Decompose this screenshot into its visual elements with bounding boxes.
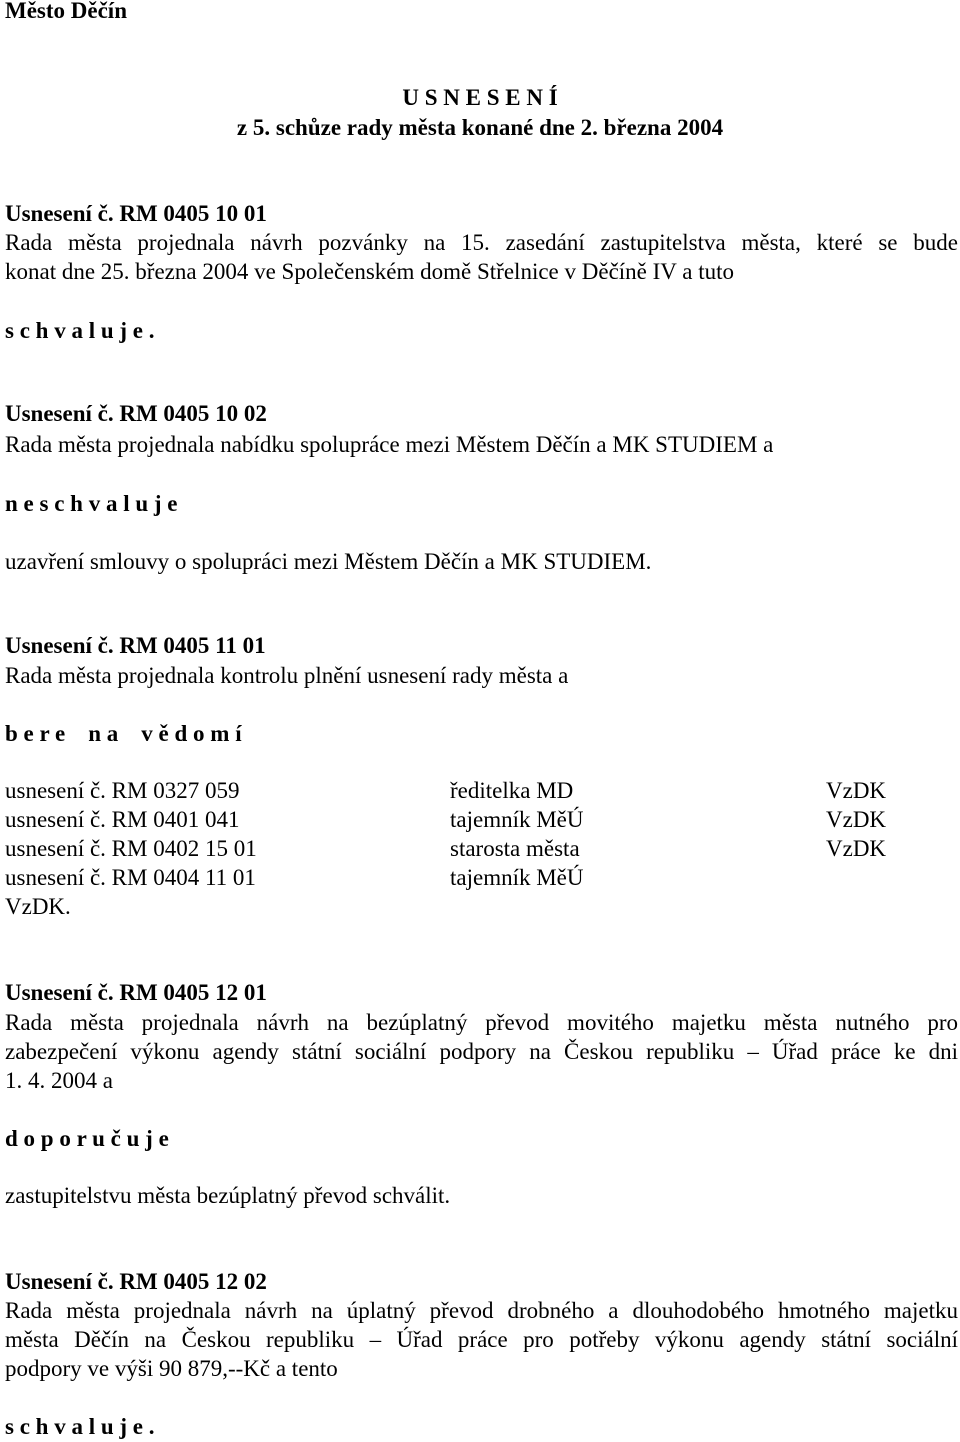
resolution-text: Rada města projednala kontrolu plnění usnesení rady města a <box>5 663 569 688</box>
resolution-text: Rada města projednala návrh na bezúplatný převod movitého majetku města nutného pro <box>5 1010 958 1035</box>
table-row <box>0 834 960 864</box>
resolution-verdict: b e r e n a v ě d o m í <box>5 721 242 746</box>
resolution-text: Rada města projednala nabídku spolupráce mezi Městem Děčín a MK STUDIEM a <box>5 432 774 457</box>
table-cell-status: VzDK <box>826 778 887 803</box>
table-cell-who: ředitelka MD <box>450 778 574 803</box>
resolution-text: konat dne 25. března 2004 ve Společenském domě Střelnice v Děčíně IV a tuto <box>5 259 734 284</box>
table-cell-ref: usnesení č. RM 0402 15 01 <box>5 836 257 861</box>
table-cell-ref: usnesení č. RM 0404 11 01 <box>5 865 256 890</box>
table-row <box>0 805 960 835</box>
page-subtitle: z 5. schůze rady města konané dne 2. března 2004 <box>236 115 724 140</box>
resolution-text: uzavření smlouvy o spolupráci mezi Městem Děčín a MK STUDIEM. <box>5 549 652 574</box>
resolution-text: Rada města projednala návrh na úplatný převod drobného a dlouhodobého hmotného majetku <box>5 1298 958 1323</box>
resolution-heading: Usnesení č. RM 0405 10 02 <box>5 401 267 426</box>
table-cell-ref: usnesení č. RM 0327 059 <box>5 778 240 803</box>
resolution-heading: Usnesení č. RM 0405 11 01 <box>5 633 266 658</box>
table-cell-who: tajemník MěÚ <box>450 865 584 890</box>
resolution-verdict: d o p o r u č u j e <box>5 1126 169 1151</box>
resolution-text: Rada města projednala návrh pozvánky na 15. zasedání zastupitelstva města, které se bude <box>5 230 958 255</box>
resolution-heading: Usnesení č. RM 0405 10 01 <box>5 201 267 226</box>
resolution-text: 1. 4. 2004 a <box>5 1068 113 1093</box>
table-row <box>0 776 960 806</box>
table-tail: VzDK. <box>5 894 71 919</box>
resolution-verdict: n e s c h v a l u j e <box>5 491 178 516</box>
page-title: U S N E S E N Í <box>402 85 558 110</box>
table-cell-status: VzDK <box>826 807 887 832</box>
resolution-text: zabezpečení výkonu agendy státní sociální podpory na Českou republiku – Úřad práce ke dni <box>5 1039 958 1064</box>
table-cell-status: VzDK <box>826 836 887 861</box>
table-cell-ref: usnesení č. RM 0401 041 <box>5 807 240 832</box>
resolution-text: podpory ve výši 90 879,--Kč a tento <box>5 1356 338 1381</box>
resolution-verdict: s c h v a l u j e . <box>5 318 155 343</box>
table-row <box>0 863 960 893</box>
resolution-heading: Usnesení č. RM 0405 12 02 <box>5 1269 267 1294</box>
table-cell-who: tajemník MěÚ <box>450 807 584 832</box>
resolution-verdict: s c h v a l u j e . <box>5 1414 155 1439</box>
city-name: Město Děčín <box>5 0 127 23</box>
resolution-text: města Děčín na Českou republiku – Úřad práce pro potřeby výkonu agendy státní sociální <box>5 1327 958 1352</box>
resolution-text: zastupitelstvu města bezúplatný převod schválit. <box>5 1183 451 1208</box>
table-cell-who: starosta města <box>450 836 580 861</box>
resolution-heading: Usnesení č. RM 0405 12 01 <box>5 980 267 1005</box>
